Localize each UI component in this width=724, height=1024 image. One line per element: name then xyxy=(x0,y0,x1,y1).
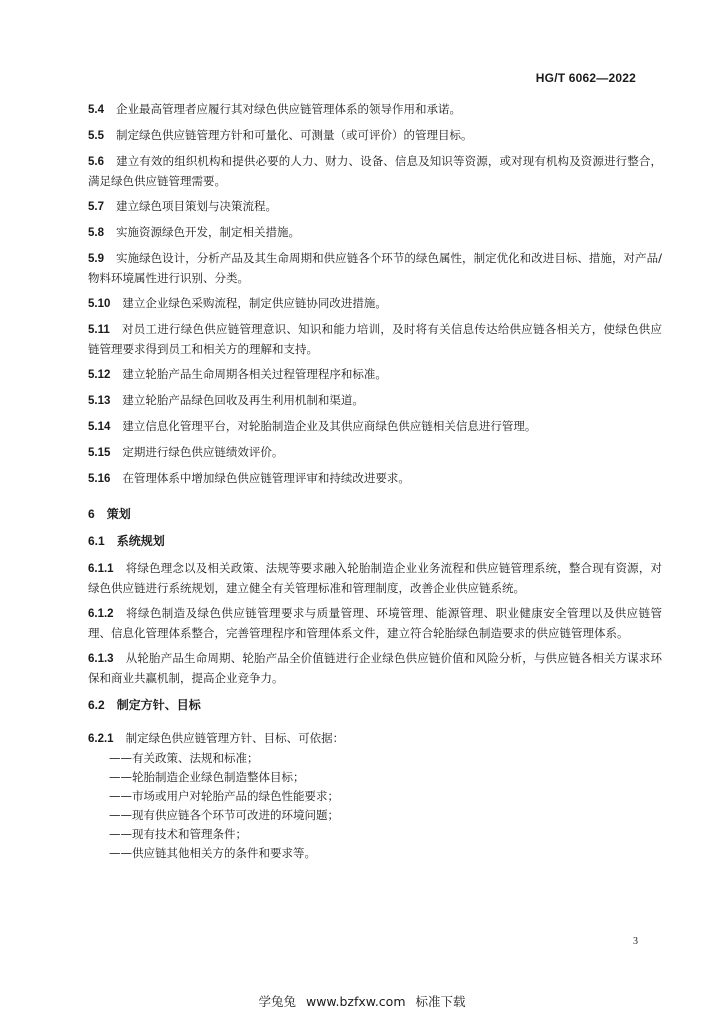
clause-number: 5.6 xyxy=(88,156,104,168)
clause-group-5 xyxy=(88,100,662,489)
clause-text: 建立轮胎产品生命周期各相关过程管理程序和标准。 xyxy=(122,367,387,381)
document-body xyxy=(88,100,662,863)
clause-5-8 xyxy=(88,223,662,243)
clause-5-5 xyxy=(88,126,662,146)
clause-5-11 xyxy=(88,320,662,359)
clause-5-15 xyxy=(88,443,662,463)
section-6-2-heading xyxy=(88,696,662,715)
clause-number: 5.4 xyxy=(88,104,104,116)
clause-text: 从轮胎产品生命周期、轮胎产品全价值链进行企业绿色供应链价值和风险分析，与供应链各相关方谋求环保和商业共赢机制，提高企业竞争力。 xyxy=(88,651,662,685)
clause-text: 企业最高管理者应履行其对绿色供应链管理体系的领导作用和承诺。 xyxy=(116,102,461,116)
footer-site-name: 学兔兔 xyxy=(258,994,296,1009)
section-number: 6.2 xyxy=(88,698,105,712)
standard-code: HG/T 6062—2022 xyxy=(535,71,636,85)
list-item: ——现有技术和管理条件； xyxy=(109,827,247,841)
page-number: 3 xyxy=(633,936,638,947)
clause-number: 5.8 xyxy=(88,227,104,239)
clause-number: 5.14 xyxy=(88,421,111,433)
clause-text: 在管理体系中增加绿色供应链管理评审和持续改进要求。 xyxy=(122,471,410,485)
clause-number: 6.1.1 xyxy=(88,563,114,575)
clause-number: 6.1.3 xyxy=(88,653,114,665)
section-6-1-heading xyxy=(88,532,662,551)
list-item: ——现有供应链各个环节可改进的环境问题； xyxy=(109,808,339,822)
list-item: ——供应链其他相关方的条件和要求等。 xyxy=(109,846,316,860)
clause-text: 建立企业绿色采购流程，制定供应链协同改进措施。 xyxy=(122,296,387,310)
clause-number: 5.13 xyxy=(88,395,111,407)
clause-5-9 xyxy=(88,249,662,288)
clause-text: 建立有效的组织机构和提供必要的人力、财力、设备、信息及知识等资源，或对现有机构及资源进行整合，满足绿色供应链管理需要。 xyxy=(88,154,662,188)
clause-text: 制定绿色供应链管理方针和可量化、可测量（或可评价）的管理目标。 xyxy=(116,128,473,142)
clause-6-1-3 xyxy=(88,649,662,688)
clause-number: 5.16 xyxy=(88,473,111,485)
clause-6-2-1 xyxy=(88,729,662,749)
clause-6-1-1 xyxy=(88,559,662,598)
section-number: 6 xyxy=(88,507,95,521)
clause-number: 5.9 xyxy=(88,253,104,265)
clause-5-10 xyxy=(88,294,662,314)
clause-number: 5.12 xyxy=(88,369,111,381)
clause-text: 制定绿色供应链管理方针、目标、可依据： xyxy=(125,731,345,745)
clause-number: 5.5 xyxy=(88,130,104,142)
list-item: ——有关政策、法规和标准； xyxy=(109,751,259,765)
clause-text: 对员工进行绿色供应链管理意识、知识和能力培训，及时将有关信息传达给供应链各相关方，使绿色供应链管理要求得到员工和相关方的理解和支持。 xyxy=(88,322,662,356)
clause-text: 将绿色理念以及相关政策、法规等要求融入轮胎制造企业业务流程和供应链管理系统，整合现有资源，对绿色供应链进行系统规划，建立健全有关管理标准和管理制度，改善企业供应链系统。 xyxy=(88,561,662,595)
clause-text: 建立信息化管理平台，对轮胎制造企业及其供应商绿色供应链相关信息进行管理。 xyxy=(122,419,537,433)
clause-5-16 xyxy=(88,469,662,489)
clause-text: 将绿色制造及绿色供应链管理要求与质量管理、环境管理、能源管理、职业健康安全管理以及供应链管理、信息化管理体系整合，完善管理程序和管理体系文件，建立符合轮胎绿色制造要求的供应链管理体系。 xyxy=(88,606,662,640)
footer xyxy=(0,992,724,1010)
section-title: 策划 xyxy=(106,507,131,521)
clause-5-6 xyxy=(88,152,662,191)
footer-tagline: 标准下载 xyxy=(415,994,466,1009)
clause-number: 5.7 xyxy=(88,201,104,213)
section-number: 6.1 xyxy=(88,534,105,548)
clause-5-13 xyxy=(88,391,662,411)
clause-number: 5.10 xyxy=(88,298,111,310)
clause-number: 5.11 xyxy=(88,324,110,336)
section-6-heading xyxy=(88,505,662,524)
list-item: ——市场或用户对轮胎产品的绿色性能要求； xyxy=(109,789,339,803)
basis-list xyxy=(88,749,662,863)
section-title: 系统规划 xyxy=(116,534,165,548)
section-title: 制定方针、目标 xyxy=(116,698,201,712)
clause-text: 定期进行绿色供应链绩效评价。 xyxy=(122,445,284,459)
clause-text: 实施绿色设计，分析产品及其生命周期和供应链各个环节的绿色属性，制定优化和改进目标、措施，对产品/物料环境属性进行识别、分类。 xyxy=(88,251,662,285)
clause-text: 建立轮胎产品绿色回收及再生利用机制和渠道。 xyxy=(122,393,364,407)
clause-5-12 xyxy=(88,365,662,385)
clause-5-14 xyxy=(88,417,662,437)
clause-number: 5.15 xyxy=(88,447,111,459)
clause-6-1-2 xyxy=(88,604,662,643)
clause-text: 实施资源绿色开发，制定相关措施。 xyxy=(116,225,300,239)
clause-text: 建立绿色项目策划与决策流程。 xyxy=(116,199,277,213)
clause-5-7 xyxy=(88,197,662,217)
clause-number: 6.1.2 xyxy=(88,608,114,620)
clause-5-4 xyxy=(88,100,662,120)
clause-number: 6.2.1 xyxy=(88,733,114,745)
list-item: ——轮胎制造企业绿色制造整体目标； xyxy=(109,770,305,784)
footer-url[interactable]: www.bzfxw.com xyxy=(305,994,406,1009)
clause-group-6-1 xyxy=(88,559,662,688)
